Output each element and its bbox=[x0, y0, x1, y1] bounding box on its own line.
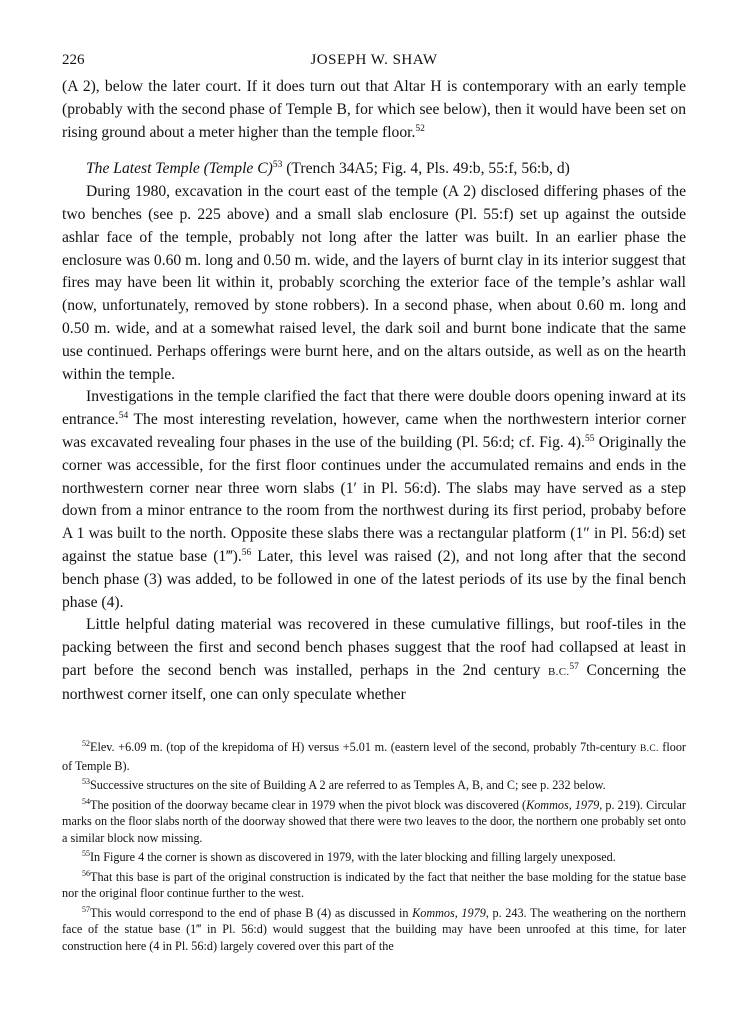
paragraph: Little helpful dating material was recovered in these cumulative fillings, but roof-tiles in the packing between the first and second bench phases suggest that the roof had collapsed at least in part before the second bench was installed, perhaps in the 2nd century B.C.$^{57}$ Concerning the northwest corner itself, one can only speculate whether bbox=[62, 616, 686, 703]
page bbox=[62, 52, 686, 707]
running-header bbox=[62, 52, 686, 76]
section-title: The Latest Temple (Temple C) bbox=[86, 160, 273, 178]
paragraph: During 1980, excavation in the court east of the temple (A 2) disclosed differing phases of the two benches (see p. 225 above) and a small slab enclosure (Pl. 55:f) set up against the outside ashlar face of the temple, probably not long after the latter was built. In an earlier phase the enclosure was 0.60 m. long and 0.50 m. wide, and the layers of burnt clay in its interior suggest that fires may have been lit within it, probably scorching the exterior face of the temple’s ashlar wall (now, unfortunately, removed by stone robbers). In a second phase, when about 0.60 m. long and 0.50 m. wide, and at a somewhat raised level, the dark soil and burnt bone indicate that the same use continued. Perhaps offerings were burnt here, and on the altars outside, as well as on the hearth within the temple. bbox=[62, 183, 686, 383]
footnote: $^{57}$This would correspond to the end of phase B (4) as discussed in Kommos, 1979, p. 243. The weathering on the northern face of the statue base (1‴ in Pl. 56:d) would suggest that the building may have been unroofed at this time, for later construction here (4 in Pl. 56:d) largely covered over this part of the bbox=[62, 904, 686, 953]
footnote-ref[interactable]: 55 bbox=[584, 433, 595, 444]
footnote-ref[interactable]: 57 bbox=[569, 661, 579, 672]
main-text bbox=[62, 76, 686, 707]
footnote-ref[interactable]: 53 bbox=[272, 160, 283, 171]
footnote: $^{53}$Successive structures on the site of Building A 2 are referred to as Temples A, B, and C; see p. 232 below. bbox=[82, 777, 606, 792]
footnote: $^{52}$Elev. +6.09 m. (top of the krepidoma of H) versus +5.01 m. (eastern level of the second, probably 7th-century B.C. floor of Temple B). bbox=[62, 739, 686, 773]
footnotes bbox=[62, 739, 686, 957]
footnote-ref[interactable]: 56 bbox=[241, 547, 252, 558]
section-heading bbox=[62, 158, 686, 181]
footnote: $^{54}$The position of the doorway became clear in 1979 when the pivot block was discovered (Kommos, 1979, p. 219). Circular marks on the floor slabs north of the doorway showed that there were two leaves to the door, the northern one probably set onto a similar block now missing. bbox=[62, 796, 686, 845]
page-number: 226 bbox=[62, 52, 85, 68]
running-author: JOSEPH W. SHAW bbox=[310, 52, 438, 68]
footnote: $^{56}$That this base is part of the original construction is indicated by the fact that neither the base molding for the statue base nor the original floor continue further to the west. bbox=[62, 868, 686, 900]
footnote-ref[interactable]: 54 bbox=[118, 411, 129, 422]
section-reference: (Trench 34A5; Fig. 4, Pls. 49:b, 55:f, 56:b, d) bbox=[282, 160, 570, 178]
footnote-ref[interactable]: 52 bbox=[415, 123, 425, 134]
paragraph-continuation: (A 2), below the later court. If it does turn out that Altar H is contemporary with an early temple (probably with the second phase of Temple B, for which see below), then it would have been set on rising ground about a meter higher than the temple floor.$^{52}$ bbox=[62, 78, 686, 141]
footnote: $^{55}$In Figure 4 the corner is shown as discovered in 1979, with the later blocking and filling largely unexposed. bbox=[82, 849, 616, 864]
paragraph: Investigations in the temple clarified the fact that there were double doors opening inward at its entrance.$^{54}$ The most interesting revelation, however, came when the northwestern interior corner was excavated revealing four phases in the use of the building (Pl. 56:d; cf. Fig. 4).$^{55}$ Originally the corner was accessible, for the first floor continues under the accumulated remains and ends in the northwestern corner near three worn slabs (1′ in Pl. 56:d). The slabs may have served as a step down from a minor entrance to the room from the northwest during its first period, probaby before A 1 was built to the north. Opposite these slabs there was a rectangular platform (1″ in Pl. 56:d) set against the statue base (1‴).$^{56}$ Later, this level was raised (2), and not long after that the second bench phase (3) was added, to be followed in one of the latest periods of its use by the final bench phase (4). bbox=[62, 388, 686, 611]
